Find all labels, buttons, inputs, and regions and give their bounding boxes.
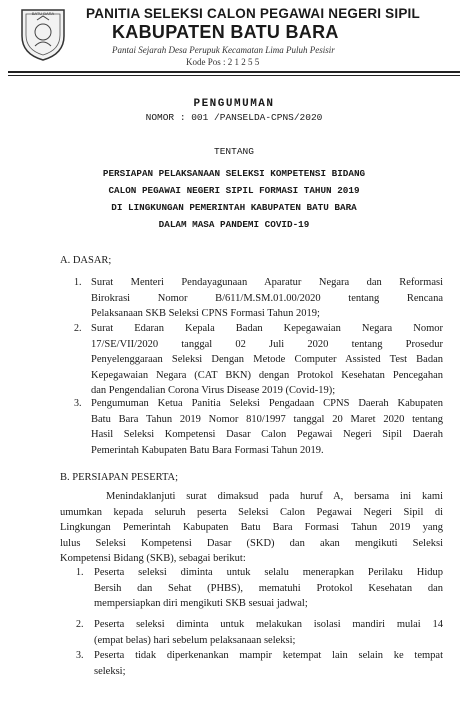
- text-line: mempersiapkan diri mengikuti SKB sesuai jadwal;: [94, 598, 308, 609]
- regency-name: KABUPATEN BATU BARA: [112, 22, 339, 42]
- section-a-item-3: [91, 396, 443, 458]
- svg-text:BATU BARA: BATU BARA: [31, 11, 55, 16]
- header-divider: [8, 71, 460, 73]
- header-divider-thin: [8, 75, 460, 76]
- text-line: Birokrasi Nomor B/611/M.SM.01.00/2020 tentang Rencana: [91, 292, 443, 304]
- section-b-item-2: [94, 617, 443, 648]
- text-line: Menindaklanjuti surat dimaksud pada huruf A, bersama ini kami: [106, 491, 443, 502]
- text-line: Peserta seleksi diminta untuk selalu menerapkan Perilaku Hidup: [94, 567, 443, 578]
- about-label: TENTANG: [214, 146, 254, 157]
- text-line: Hasil Seleksi Kompetensi Dasar Calon Pegawai Negeri Sipil Daerah: [91, 429, 443, 440]
- item-number: 1.: [76, 567, 84, 578]
- text-line: Penyelenggaraan Seleksi Dengan Metode Computer Assisted Test Badan: [91, 354, 443, 365]
- section-a-item-2: [91, 321, 443, 399]
- section-b-heading: B. PERSIAPAN PESERTA;: [60, 472, 179, 483]
- text-line: Pemerintah Kabupaten Batu Bara Formasi Tahun 2019.: [91, 444, 324, 456]
- text-line: Peserta tidak diperkenankan mampir ketempat lain selain ke tempat: [94, 650, 443, 661]
- section-b-intro: [60, 489, 443, 567]
- postal-code: Kode Pos : 2 1 2 5 5: [186, 57, 260, 67]
- section-a-heading: A. DASAR;: [60, 255, 112, 266]
- text-line: (empat belas) hari sebelum pelaksanaan seleksi;: [94, 634, 296, 646]
- address: Pantai Sejarah Desa Perupuk Kecamatan Lima Puluh Pesisir: [112, 45, 335, 55]
- text-line: Peserta seleksi diminta untuk melakukan isolasi mandiri mulai 14: [94, 619, 443, 630]
- text-line: Bersih dan Sehat (PHBS), mematuhi Protokol Kesehatan dan: [94, 582, 443, 594]
- item-number: 3.: [76, 650, 84, 661]
- subject-line: PERSIAPAN PELAKSANAAN SELEKSI KOMPETENSI BIDANG: [102, 168, 366, 179]
- text-line: lulus Seleksi Kompetensi Dasar (SKD) dan akan mengikuti Seleksi: [60, 537, 443, 549]
- text-line: Pengumuman Ketua Panitia Seleksi Pengadaan CPNS Daerah Kabupaten: [91, 398, 443, 409]
- text-line: 17/SE/VII/2020 tanggal 02 Juli 2020 tentang Prosedur: [91, 338, 443, 350]
- item-number: 2.: [76, 619, 84, 630]
- regency-logo: [18, 6, 68, 62]
- text-line: Surat Edaran Kepala Badan Kepegawaian Negara Nomor: [91, 323, 443, 334]
- subject-line: DALAM MASA PANDEMI COVID-19: [158, 219, 310, 230]
- text-line: dan Pengendalian Corona Virus Disease 2019 (Covid-19);: [91, 385, 336, 396]
- document-number: NOMOR : 001 /PANSELDA-CPNS/2020: [145, 112, 323, 123]
- item-number: 1.: [74, 277, 82, 288]
- text-line: Surat Menteri Pendayagunaan Aparatur Negara dan Reformasi: [91, 277, 443, 288]
- section-a-item-1: [91, 275, 443, 322]
- subject-line: CALON PEGAWAI NEGERI SIPIL FORMASI TAHUN 2019: [108, 185, 360, 196]
- text-line: Pelaksanaan SKB Seleksi CPNS Formasi Tahun 2019;: [91, 308, 320, 319]
- item-number: 2.: [74, 323, 82, 334]
- text-line: Kepegawaian Negara (CAT BKN) dengan Protokol Kesehatan Pencegahan: [91, 369, 443, 381]
- committee-name: PANITIA SELEKSI CALON PEGAWAI NEGERI SIPIL: [86, 6, 420, 21]
- section-b-item-1: [94, 565, 443, 612]
- document-title: PENGUMUMAN: [193, 98, 275, 110]
- text-line: Lingkungan Pemerintah Kabupaten Batu Bara Formasi Tahun 2019 yang: [60, 522, 443, 533]
- item-number: 3.: [74, 398, 82, 409]
- subject-line: DI LINGKUNGAN PEMERINTAH KABUPATEN BATU BARA: [111, 202, 357, 213]
- text-line: Kompetensi Bidang (SKB), sebagai berikut:: [60, 553, 246, 564]
- text-line: Batu Bara Tahun 2019 Nomor 810/1997 tanggal 20 Maret 2020 tentang: [91, 413, 443, 425]
- section-b-item-3: [94, 648, 443, 679]
- text-line: seleksi;: [94, 665, 126, 677]
- text-line: umumkan kepada seluruh peserta Seleksi Calon Pegawai Negeri Sipil di: [60, 506, 443, 518]
